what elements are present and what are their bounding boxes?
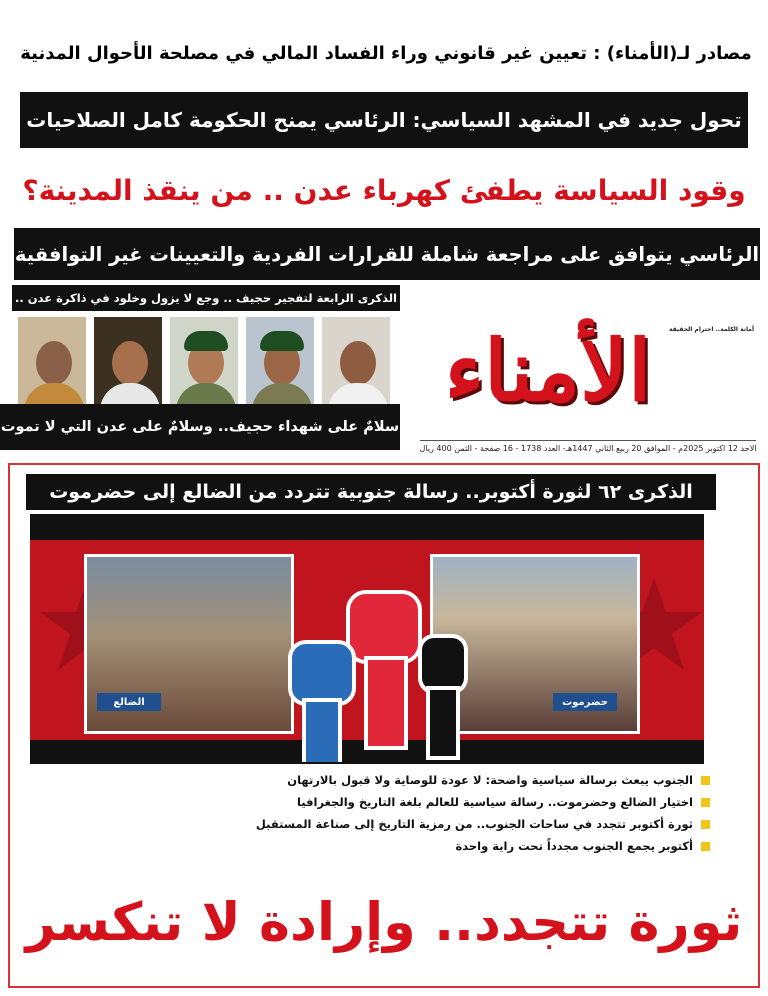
bullet-item: الجنوب يبعث برسالة سياسية واضحة: لا عودة للوصاية ولا قبول بالارتهان xyxy=(330,770,710,790)
crowd-photo-dhale xyxy=(84,554,294,734)
feature-bullets xyxy=(255,770,710,862)
bullet-square-icon xyxy=(701,798,710,807)
newspaper-slogan: أمانة الكلمة.. احترام الحقيقة xyxy=(668,326,754,333)
newspaper-logo: الأمناء xyxy=(444,320,652,420)
headline-top: مصادر لـ(الأمناء) : تعيين غير قانوني وراء الفساد المالي في مصلحة الأحوال المدنية xyxy=(20,42,752,64)
masthead xyxy=(408,300,754,440)
bullet-square-icon xyxy=(701,820,710,829)
bullet-item: اختيار الضالع وحضرموت.. رسالة سياسية للعالم بلغة التاريخ والجغرافيا xyxy=(330,792,710,812)
headline-fourth: الرئاسي يتوافق على مراجعة شاملة للقرارات الفردية والتعيينات غير التوافقية xyxy=(14,228,760,280)
tag-hadramout: حضرموت xyxy=(553,693,617,711)
bullet-item: ثورة أكتوبر تتجدد في ساحات الجنوب.. من رمزية التاريخ إلى صناعة المستقبل xyxy=(330,814,710,834)
feature-closing-headline: ثورة تتجدد.. وإرادة لا تنكسر xyxy=(25,891,743,953)
headline-second: تحول جديد في المشهد السياسي: الرئاسي يمنح الحكومة كامل الصلاحيات xyxy=(20,92,748,148)
bullet-square-icon xyxy=(701,842,710,851)
martyrs-footer: سلامٌ على شهداء حجيف.. وسلامٌ على عدن التي لا تموت xyxy=(0,404,400,450)
issue-dateline: الاحد 12 اكتوبر 2025م - الموافق 20 ربيع الثاني 1447هـ- العدد 1738 - 16 صفحة - الثمن 400 ريال xyxy=(420,440,756,456)
tag-dhale: الضالع xyxy=(97,693,161,711)
bullet-square-icon xyxy=(701,776,710,785)
feature-banner-image xyxy=(30,514,704,764)
headline-main-red: وقود السياسة يطفئ كهرباء عدن .. من ينقذ المدينة؟ xyxy=(22,173,746,207)
martyrs-caption: الذكرى الرابعة لتفجير حجيف .. وجع لا يزول وخلود في ذاكرة عدن .. xyxy=(12,285,400,311)
feature-title: الذكرى ٦٢ لثورة أكتوبر.. رسالة جنوبية تتردد من الضالع إلى حضرموت xyxy=(26,474,716,510)
bullet-item: أكتوبر يجمع الجنوب مجدداً تحت راية واحدة xyxy=(330,836,710,856)
raised-fists-icon xyxy=(270,572,470,762)
